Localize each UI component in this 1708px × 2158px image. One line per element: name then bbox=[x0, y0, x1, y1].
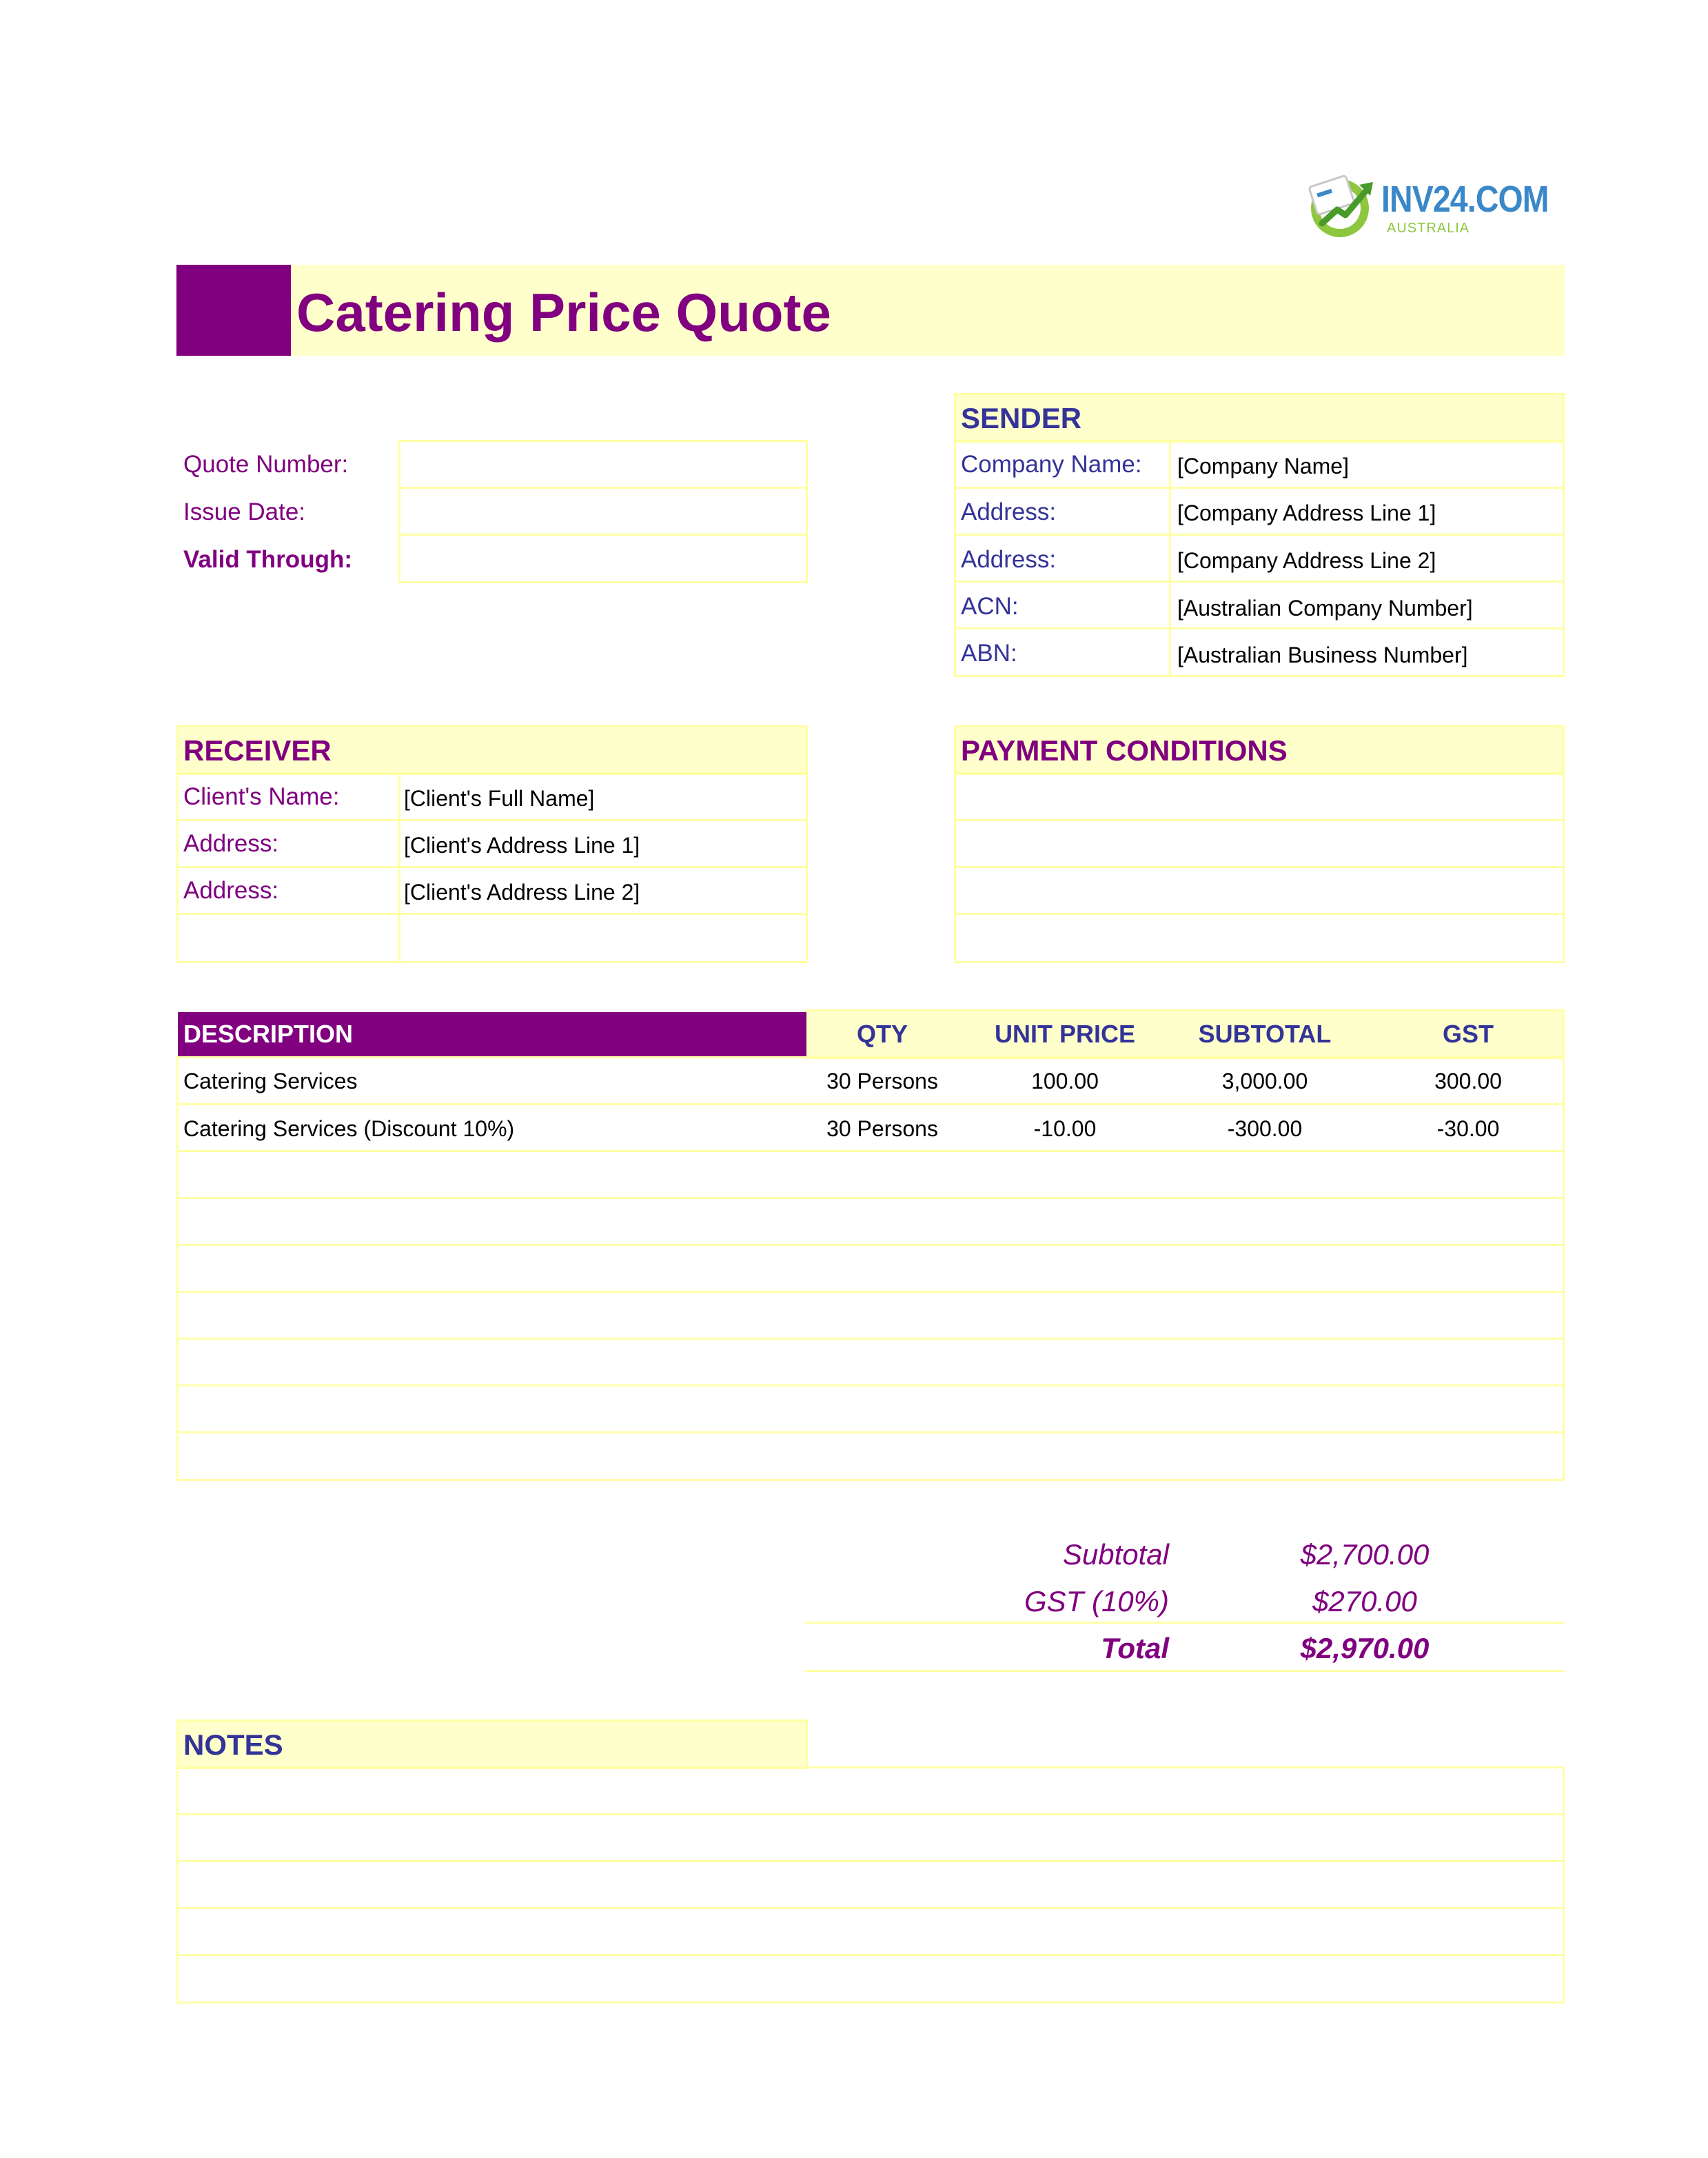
sender-divider bbox=[1169, 440, 1171, 677]
valid-through-field[interactable] bbox=[398, 534, 808, 583]
notes-line[interactable] bbox=[176, 1860, 1565, 1909]
client-name-label: Client's Name: bbox=[183, 783, 340, 810]
unit-price-header: UNIT PRICE bbox=[994, 1020, 1135, 1048]
client-name-value[interactable]: [Client's Full Name] bbox=[404, 786, 595, 811]
abn-value[interactable]: [Australian Business Number] bbox=[1177, 643, 1468, 667]
table-row bbox=[176, 1384, 1565, 1433]
item-subtotal: -300.00 bbox=[1227, 1116, 1303, 1141]
logo-chart-icon bbox=[1304, 171, 1380, 240]
totals-divider bbox=[805, 1622, 1565, 1624]
quote-number-label: Quote Number: bbox=[183, 451, 349, 478]
client-address2-label: Address: bbox=[183, 877, 279, 904]
company-address1-label: Address: bbox=[961, 498, 1057, 525]
subtotal-value: $2,700.00 bbox=[1300, 1538, 1430, 1571]
logo-country-text: AUSTRALIA bbox=[1387, 221, 1470, 236]
receiver-heading: RECEIVER bbox=[183, 734, 332, 767]
description-header: DESCRIPTION bbox=[183, 1020, 354, 1048]
grand-total-value: $2,970.00 bbox=[1300, 1632, 1430, 1664]
valid-through-label: Valid Through: bbox=[183, 546, 352, 573]
receiver-row bbox=[176, 913, 808, 963]
payment-line[interactable] bbox=[954, 772, 1565, 821]
title-accent-block bbox=[176, 265, 291, 356]
item-unit-price[interactable]: 100.00 bbox=[1031, 1069, 1099, 1093]
notes-line[interactable] bbox=[176, 1766, 1565, 1815]
client-address1-value[interactable]: [Client's Address Line 1] bbox=[404, 833, 640, 858]
item-gst: 300.00 bbox=[1434, 1069, 1502, 1093]
company-address2-value[interactable]: [Company Address Line 2] bbox=[1177, 548, 1436, 573]
company-address1-value[interactable]: [Company Address Line 1] bbox=[1177, 501, 1436, 525]
logo-brand-text: INV24.COM bbox=[1381, 179, 1549, 220]
item-description[interactable]: Catering Services (Discount 10%) bbox=[183, 1116, 515, 1141]
gst-total-label: GST (10%) bbox=[1024, 1585, 1169, 1617]
qty-header: QTY bbox=[856, 1020, 908, 1048]
notes-line[interactable] bbox=[176, 1954, 1565, 2004]
acn-label: ACN: bbox=[961, 593, 1019, 620]
notes-line[interactable] bbox=[176, 1813, 1565, 1862]
company-name-label: Company Name: bbox=[961, 451, 1142, 478]
issue-date-field[interactable] bbox=[398, 487, 808, 536]
company-name-value[interactable]: [Company Name] bbox=[1177, 454, 1349, 478]
subtotal-label: Subtotal bbox=[1062, 1538, 1169, 1571]
acn-value[interactable]: [Australian Company Number] bbox=[1177, 596, 1473, 621]
table-row bbox=[176, 1338, 1565, 1386]
sender-heading: SENDER bbox=[961, 402, 1082, 434]
notes-line[interactable] bbox=[176, 1907, 1565, 1956]
payment-line[interactable] bbox=[954, 866, 1565, 915]
receiver-divider bbox=[398, 772, 400, 963]
payment-heading: PAYMENT CONDITIONS bbox=[961, 734, 1288, 767]
table-row bbox=[176, 1291, 1565, 1340]
brand-logo bbox=[1296, 165, 1549, 248]
payment-line[interactable] bbox=[954, 819, 1565, 868]
gst-header: GST bbox=[1442, 1020, 1494, 1048]
company-address2-label: Address: bbox=[961, 546, 1057, 573]
totals-divider bbox=[805, 1670, 1565, 1672]
table-row bbox=[176, 1244, 1565, 1293]
client-address2-value[interactable]: [Client's Address Line 2] bbox=[404, 880, 640, 905]
gst-total-value: $270.00 bbox=[1312, 1585, 1417, 1617]
abn-label: ABN: bbox=[961, 640, 1017, 667]
grand-total-label: Total bbox=[1101, 1632, 1169, 1664]
table-row bbox=[176, 1197, 1565, 1246]
issue-date-label: Issue Date: bbox=[183, 498, 306, 525]
notes-heading: NOTES bbox=[183, 1728, 283, 1761]
item-unit-price[interactable]: -10.00 bbox=[1033, 1116, 1097, 1141]
table-row bbox=[176, 1431, 1565, 1481]
document-title: Catering Price Quote bbox=[296, 282, 831, 343]
payment-line[interactable] bbox=[954, 913, 1565, 963]
item-gst: -30.00 bbox=[1436, 1116, 1500, 1141]
quote-number-field[interactable] bbox=[398, 440, 808, 489]
item-qty[interactable]: 30 Persons bbox=[826, 1069, 938, 1093]
item-subtotal: 3,000.00 bbox=[1221, 1069, 1308, 1093]
subtotal-header: SUBTOTAL bbox=[1198, 1020, 1332, 1048]
table-row bbox=[176, 1150, 1565, 1199]
client-address1-label: Address: bbox=[183, 830, 279, 857]
item-qty[interactable]: 30 Persons bbox=[826, 1116, 938, 1141]
item-description[interactable]: Catering Services bbox=[183, 1069, 358, 1093]
